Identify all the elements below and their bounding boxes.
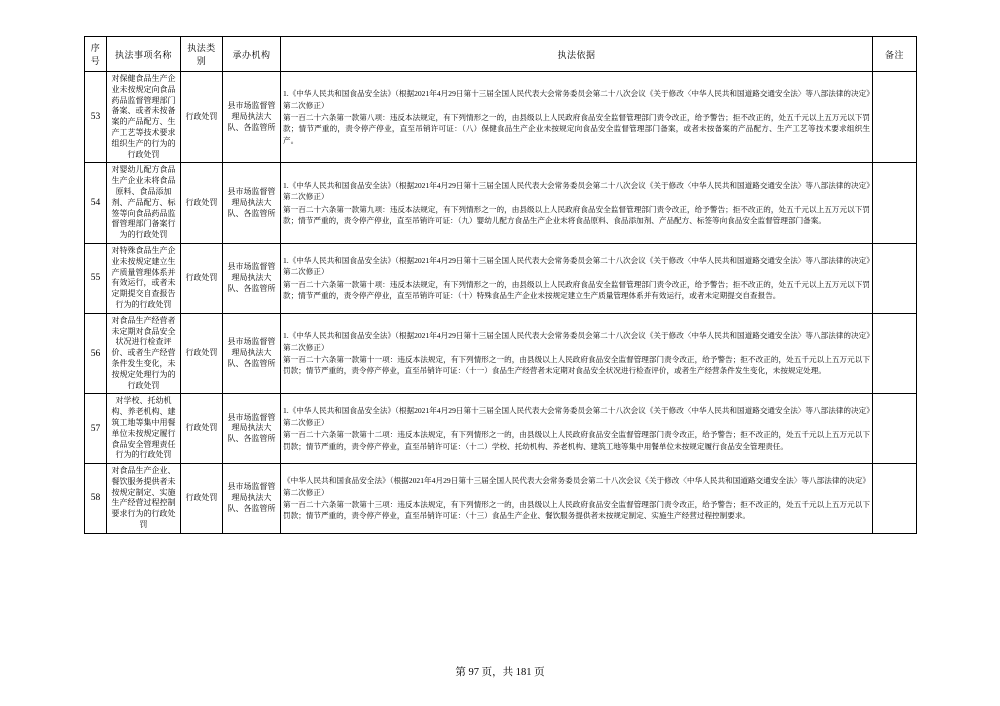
cell-seq: 57 [85, 394, 107, 464]
column-header-category: 执法类别 [181, 37, 223, 72]
page-footer: 第 97 页，共 181 页 [455, 667, 545, 678]
cell-matter-name: 对食品生产企业、餐饮服务提供者未按规定制定、实施生产经营过程控制要求行为的行政处罚 [107, 464, 181, 534]
cell-organization: 县市场监督管理局执法大队、各监管所 [223, 394, 281, 464]
legal-basis-paragraph: 第一百二十六条第一款第十项：违反本法规定，有下列情形之一的，由县级以上人民政府食品安全监督管理部门责令改正，给予警告；拒不改正的，处五千元以上五万元以下罚款；情节严重的，责令停产停业，直至吊销许可证：（十）特殊食品生产企业未按规定建立生产质量管理体系并有效运行，或者未定期提交自查报告。 [283, 279, 870, 301]
cell-note [873, 394, 917, 464]
cell-legal-basis [281, 464, 873, 534]
table-row [85, 163, 917, 244]
cell-category: 行政处罚 [181, 394, 223, 464]
legal-basis-paragraph: 《中华人民共和国食品安全法》（根据2021年4月29日第十三届全国人民代表大会常务委员会第二十八次会议《关于修改〈中华人民共和国道路交通安全法〉等八部法律的决定》第二次修正） [283, 476, 870, 497]
cell-category: 行政处罚 [181, 72, 223, 163]
cell-legal-basis [281, 163, 873, 244]
cell-organization: 县市场监督管理局执法大队、各监管所 [223, 243, 281, 313]
column-header-legal-basis: 执法依据 [281, 37, 873, 72]
cell-matter-name: 对食品生产经营者未定期对食品安全状况进行检查评价、或者生产经营条件发生变化，未按规定处理行为的行政处罚 [107, 313, 181, 394]
legal-basis-paragraph: 1.《中华人民共和国食品安全法》（根据2021年4月29日第十三届全国人民代表大会常务委员会第二十八次会议《关于修改〈中华人民共和国道路交通安全法〉等八部法律的决定》第二次修正） [283, 180, 870, 202]
legal-basis-paragraph: 第一百二十六条第一款第十二项：违反本法规定，有下列情形之一的，由县级以上人民政府食品安全监督管理部门责令改正，给予警告；拒不改正的，处五千元以上五万元以下罚款；情节严重的，责令停产停业，直至吊销许可证：（十二）学校、托幼机构、养老机构、建筑工地等集中用餐单位未按规定履行食品安全管理责任。 [283, 430, 870, 451]
cell-seq: 54 [85, 163, 107, 244]
legal-basis-paragraph: 第一百二十六条第一款第九项：违反本法规定，有下列情形之一的，由县级以上人民政府食品安全监督管理部门责令改正，给予警告；拒不改正的，处五千元以上五万元以下罚款；情节严重的，责令停产停业，直至吊销许可证：（九）婴幼儿配方食品生产企业未将食品原料、食品添加剂、产品配方、标签等向食品安全监督管理部门备案。 [283, 204, 870, 226]
cell-note [873, 313, 917, 394]
legal-basis-paragraph: 第一百二十六条第一款第十一项：违反本法规定，有下列情形之一的，由县级以上人民政府食品安全监督管理部门责令改正，给予警告；拒不改正的，处五千元以上五万元以下罚款；情节严重的，责令停产停业，直至吊销许可证：（十一）食品生产经营者未定期对食品安全状况进行检查评价，或者生产经营条件发生变化，未按规定处理。 [283, 355, 870, 376]
table-row [85, 313, 917, 394]
cell-seq: 56 [85, 313, 107, 394]
cell-category: 行政处罚 [181, 163, 223, 244]
table-row [85, 394, 917, 464]
table-row [85, 243, 917, 313]
table-header-row [85, 37, 917, 72]
cell-category: 行政处罚 [181, 313, 223, 394]
legal-basis-paragraph: 1.《中华人民共和国食品安全法》（根据2021年4月29日第十三届全国人民代表大会常务委员会第二十八次会议《关于修改〈中华人民共和国道路交通安全法〉等八部法律的决定》第二次修正） [283, 89, 870, 110]
cell-seq: 53 [85, 72, 107, 163]
cell-matter-name: 对婴幼儿配方食品生产企业未将食品原料、食品添加剂、产品配方、标签等向食品药品监督管理部门备案行为的行政处罚 [107, 163, 181, 244]
column-header-organization: 承办机构 [223, 37, 281, 72]
column-header-seq: 序号 [85, 37, 107, 72]
legal-basis-paragraph: 1.《中华人民共和国食品安全法》（根据2021年4月29日第十三届全国人民代表大会常务委员会第二十八次会议《关于修改〈中华人民共和国道路交通安全法〉等八部法律的决定》第二次修正） [283, 331, 870, 352]
column-header-matter-name: 执法事项名称 [107, 37, 181, 72]
cell-legal-basis [281, 313, 873, 394]
cell-note [873, 243, 917, 313]
column-header-note: 备注 [873, 37, 917, 72]
cell-category: 行政处罚 [181, 464, 223, 534]
enforcement-matters-table-wrapper [84, 36, 916, 534]
table-row [85, 72, 917, 163]
cell-matter-name: 对保健食品生产企业未按规定向食品药品监督管理部门备案、或者未按备案的产品配方、生产工艺等技术要求组织生产的行为的行政处罚 [107, 72, 181, 163]
cell-note [873, 72, 917, 163]
cell-note [873, 163, 917, 244]
cell-seq: 55 [85, 243, 107, 313]
cell-note [873, 464, 917, 534]
cell-matter-name: 对学校、托幼机构、养老机构、建筑工地等集中用餐单位未按规定履行食品安全管理责任行为的行政处罚 [107, 394, 181, 464]
cell-organization: 县市场监督管理局执法大队、各监管所 [223, 163, 281, 244]
cell-legal-basis [281, 243, 873, 313]
cell-category: 行政处罚 [181, 243, 223, 313]
cell-legal-basis [281, 72, 873, 163]
cell-matter-name: 对特殊食品生产企业未按规定建立生产质量管理体系并有效运行，或者未定期提交自查报告行为的行政处罚 [107, 243, 181, 313]
cell-organization: 县市场监督管理局执法大队、各监管所 [223, 464, 281, 534]
cell-legal-basis [281, 394, 873, 464]
legal-basis-paragraph: 第一百二十六条第一款第八项：违反本法规定，有下列情形之一的，由县级以上人民政府食品安全监督管理部门责令改正，给予警告；拒不改正的，处五千元以上五万元以下罚款；情节严重的，责令停产停业，直至吊销许可证：（八）保健食品生产企业未按规定向食品安全监督管理部门备案，或者未按备案的产品配方、生产工艺等技术要求组织生产。 [283, 112, 870, 145]
legal-basis-paragraph: 1.《中华人民共和国食品安全法》（根据2021年4月29日第十三届全国人民代表大会常务委员会第二十八次会议《关于修改〈中华人民共和国道路交通安全法〉等八部法律的决定》第二次修正） [283, 406, 870, 427]
legal-basis-paragraph: 第一百二十六条第一款第十三项：违反本法规定，有下列情形之一的，由县级以上人民政府食品安全监督管理部门责令改正，给予警告；拒不改正的，处五千元以上五万元以下罚款；情节严重的，责令停产停业，直至吊销许可证：（十三）食品生产企业、餐饮服务提供者未按规定制定、实施生产经营过程控制要求。 [283, 499, 870, 521]
legal-basis-paragraph: 1.《中华人民共和国食品安全法》（根据2021年4月29日第十三届全国人民代表大会常务委员会第二十八次会议《关于修改〈中华人民共和国道路交通安全法〉等八部法律的决定》第二次修正） [283, 256, 870, 277]
enforcement-matters-table [84, 36, 917, 534]
cell-organization: 县市场监督管理局执法大队、各监管所 [223, 72, 281, 163]
table-row [85, 464, 917, 534]
cell-seq: 58 [85, 464, 107, 534]
cell-organization: 县市场监督管理局执法大队、各监管所 [223, 313, 281, 394]
